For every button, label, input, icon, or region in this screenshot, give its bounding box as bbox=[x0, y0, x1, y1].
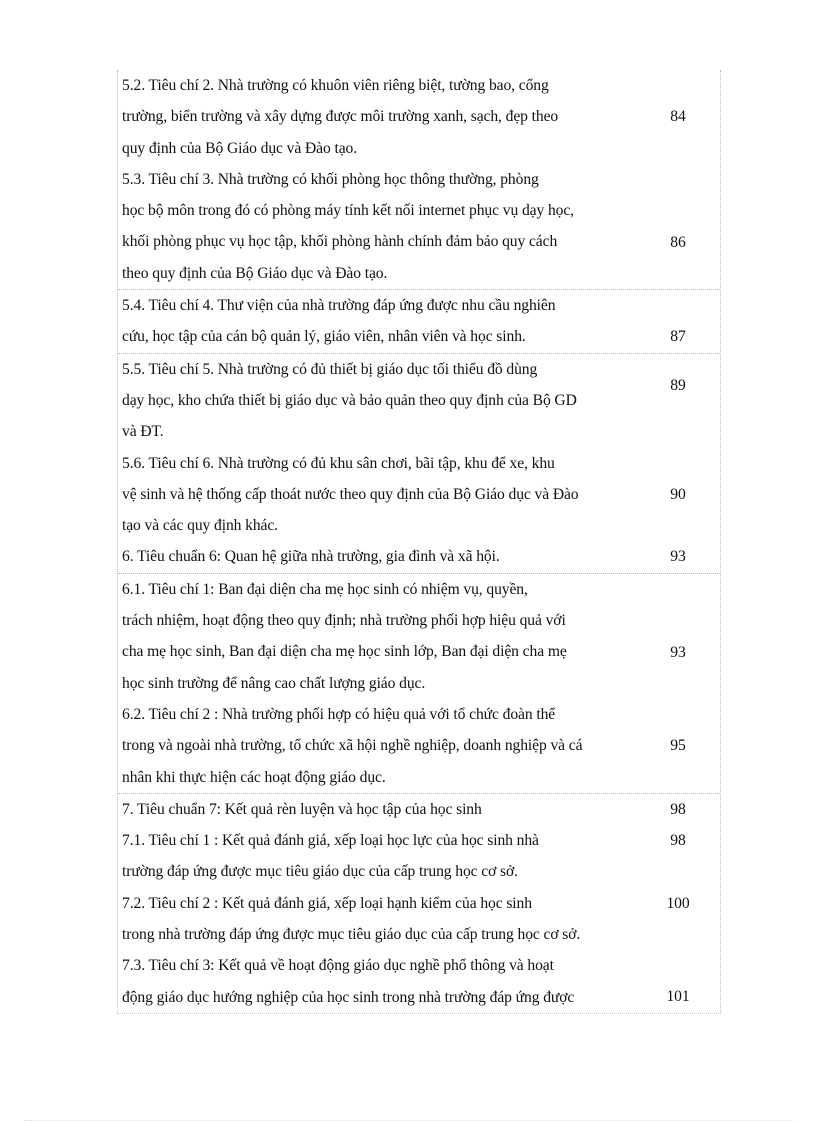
toc-entry-text: 6.2. Tiêu chí 2 : Nhà trường phối hợp có hiệu quả với tổ chức đoàn thể trong và ngoài nhà trường, tổ chức xã hội nghề nghiệp, doanh nghiệp và cá nhân khi thực hiện các hoạt động giáo dục. bbox=[122, 705, 583, 786]
toc-entry-page: 87 bbox=[670, 328, 686, 346]
toc-entry-5-4 bbox=[118, 289, 720, 353]
toc-entry-page: 98 bbox=[670, 800, 686, 818]
toc-entry-text: 6. Tiêu chuẩn 6: Quan hệ giữa nhà trường, gia đình và xã hội. bbox=[122, 548, 500, 566]
page-bottom-divider bbox=[24, 1120, 794, 1121]
toc-entry-page: 100 bbox=[666, 894, 690, 912]
toc-entry-text: 5.4. Tiêu chí 4. Thư viện của nhà trường đáp ứng được nhu cầu nghiên cứu, học tập của cán bộ quản lý, giáo viên, nhân viên và học sinh. bbox=[122, 297, 556, 346]
toc-entry-text: 5.2. Tiêu chí 2. Nhà trường có khuôn viên riêng biệt, tường bao, cổng trường, biển trường và xây dựng được môi trường xanh, sạch, đẹp theo quy định của Bộ Giáo dục và Đào tạo. bbox=[122, 77, 559, 157]
toc-entry-5-3 bbox=[118, 164, 720, 289]
toc-entry-5-2 bbox=[118, 70, 720, 164]
toc-entry-page: 89 bbox=[670, 376, 686, 394]
toc-entry-5-5 bbox=[118, 353, 720, 448]
toc-entry-page: 84 bbox=[670, 108, 686, 125]
toc-entry-page: 93 bbox=[670, 548, 686, 566]
toc-entry-7-3 bbox=[118, 950, 720, 1013]
toc-entry-page: 93 bbox=[670, 643, 686, 661]
toc-entry-text: 5.6. Tiêu chí 6. Nhà trường có đủ khu sân chơi, bãi tập, khu để xe, khu vệ sinh và hệ thống cấp thoát nước theo quy định của Bộ Giáo dục và Đào tạo và các quy định khác. bbox=[122, 454, 579, 535]
toc-entry-page: 86 bbox=[670, 233, 686, 251]
table-of-contents bbox=[117, 70, 721, 1014]
toc-entry-text: 5.3. Tiêu chí 3. Nhà trường có khối phòng học thông thường, phòng học bộ môn trong đó có phòng máy tính kết nối internet phục vụ dạy học, khối phòng phục vụ học tập, khối phòng hành chính đảm bảo quy cách theo quy định của Bộ Giáo dục và Đào tạo. bbox=[122, 170, 574, 282]
toc-entry-text: 7.2. Tiêu chí 2 : Kết quả đánh giá, xếp loại hạnh kiểm của học sinh trong nhà trường đáp ứng được mục tiêu giáo dục của cấp trung học cơ sở. bbox=[122, 894, 581, 944]
toc-entry-text: 7. Tiêu chuẩn 7: Kết quả rèn luyện và học tập của học sinh bbox=[122, 800, 482, 818]
toc-entry-5-6 bbox=[118, 448, 720, 542]
toc-entry-6-1 bbox=[118, 573, 720, 699]
toc-entry-6 bbox=[118, 541, 720, 572]
toc-entry-6-2 bbox=[118, 699, 720, 793]
toc-entry-page: 98 bbox=[670, 832, 686, 850]
toc-entry-page: 101 bbox=[666, 988, 690, 1006]
toc-entry-text: 7.1. Tiêu chí 1 : Kết quả đánh giá, xếp loại học lực của học sinh nhà trường đáp ứng được mục tiêu giáo dục của cấp trung học cơ sở. bbox=[122, 832, 539, 881]
toc-entry-text: 6.1. Tiêu chí 1: Ban đại diện cha mẹ học sinh có nhiệm vụ, quyền, trách nhiệm, hoạt động theo quy định; nhà trường phối hợp hiệu quả với cha mẹ học sinh, Ban đại diện cha mẹ học sinh lớp, Ban đại diện cha mẹ học sinh trường để nâng cao chất lượng giáo dục. bbox=[122, 580, 567, 692]
toc-entry-7-1 bbox=[118, 825, 720, 888]
toc-entry-page: 90 bbox=[670, 485, 686, 503]
toc-entry-7-2 bbox=[118, 888, 720, 951]
toc-entry-text: 5.5. Tiêu chí 5. Nhà trường có đủ thiết bị giáo dục tối thiểu đồ dùng dạy học, kho chứa thiết bị giáo dục và bảo quản theo quy định của Bộ GD và ĐT. bbox=[122, 360, 577, 441]
toc-entry-text: 7.3. Tiêu chí 3: Kết quả về hoạt động giáo dục nghề phổ thông và hoạt động giáo dục hướng nghiệp của học sinh trong nhà trường đáp ứng được bbox=[122, 957, 575, 1006]
toc-entry-7 bbox=[118, 793, 720, 825]
toc-entry-page: 95 bbox=[670, 736, 686, 754]
